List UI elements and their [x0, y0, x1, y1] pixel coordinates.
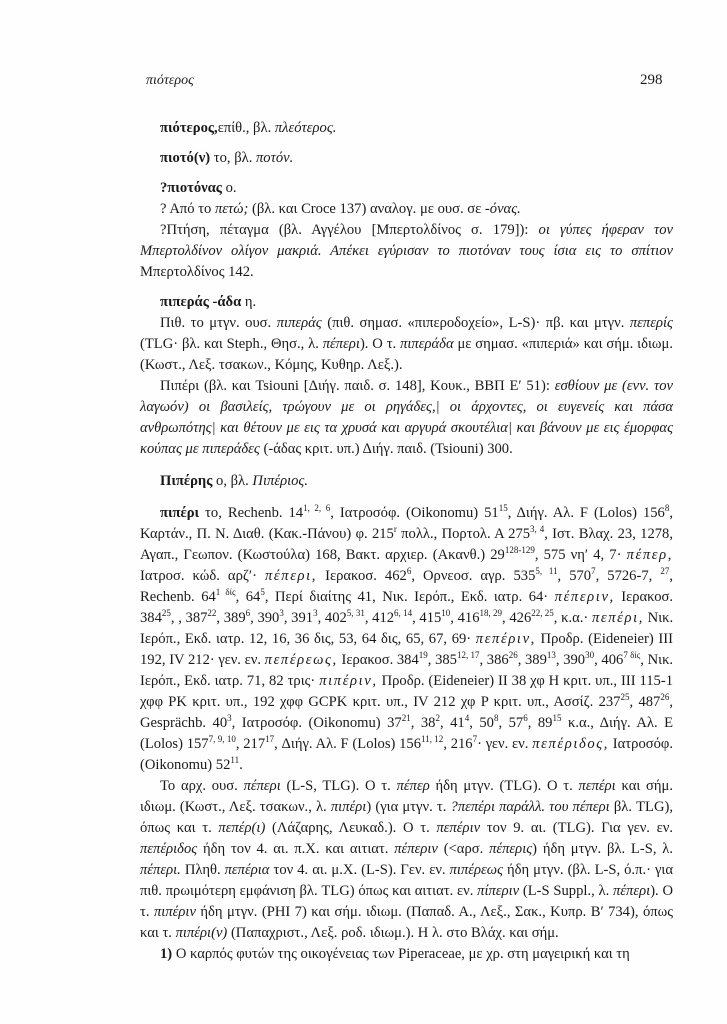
text-segment: , Καρτάν., Π. Ν. Διαθ. (Κακ.-Πάνου) φ. 215: [140, 505, 673, 542]
text-segment: (-άδας κριτ. υπ.) Διήγ. παιδ. (Tsiouni) 300.: [259, 441, 513, 457]
italic-text: πετώ;: [214, 201, 249, 217]
italic-text: πέπερι: [243, 778, 281, 794]
superscript-line-ref: r: [393, 524, 397, 535]
spaced-italic-form: πεπέριν,: [475, 631, 536, 647]
superscript-line-ref: 6: [406, 566, 412, 577]
superscript-line-ref: 4: [464, 713, 470, 724]
text-segment: ο.: [221, 180, 237, 196]
superscript-line-ref: 6: [523, 713, 528, 724]
entry-piperas-definition: [140, 376, 673, 460]
italic-text: πέπερ: [396, 778, 430, 794]
headword: πιοτό(ν): [160, 150, 211, 166]
italic-text: πεπέρια: [224, 862, 270, 878]
text-segment: (πιθ. σημασ. «πιπεροδοχείο», L-S)· πβ. και μτγν.: [321, 315, 630, 331]
superscript-line-ref: 15: [498, 503, 508, 514]
italic-text: πιπεράς: [276, 315, 322, 331]
text-segment: , Ιστ. Βλαχ. 23, 1278, Αγαπ., Γεωπον. (Κωστούλα) 168, Βακτ. αρχιερ. (Ακανθ.) 29: [140, 526, 674, 563]
superscript-line-ref: 5: [260, 587, 265, 598]
superscript-line-ref: 7, 9, 10: [208, 734, 236, 745]
text-segment: Ο καρπός φυτών της οικογένειας των Piperaceae, με χρ. στη μαγειρική και τη: [172, 946, 630, 962]
text-segment: Πιπέρι (βλ. και Tsiouni [Διήγ. παιδ. σ. 148], Κουκ., ΒΒΠ Ε′ 51):: [160, 378, 555, 394]
spaced-italic-form: πέπερ,: [626, 547, 673, 563]
text-segment: (L-S Suppl., λ.: [519, 883, 613, 899]
superscript-line-ref: 19: [418, 650, 428, 661]
italic-text: πεπέριν: [436, 820, 481, 836]
italic-text: πεπέριδος: [140, 841, 198, 857]
text-segment: , Ιατροσόφ. (Oikonomu) 37: [231, 715, 402, 731]
text-segment: , 406: [594, 652, 624, 668]
text-segment: , Διήγ. Αλ. F (Lolos) 156: [274, 736, 422, 752]
italic-text: πιπέριν: [153, 904, 196, 920]
text-segment: Ιερακοσ. 462: [317, 568, 407, 584]
text-segment: τον 4. αι. μ.Χ. (L-S). Γεν. εν.: [269, 862, 450, 878]
superscript-line-ref: 6: [245, 608, 251, 619]
italic-text: πεπέρ(ι): [218, 820, 266, 836]
text-segment: επίθ., βλ.: [217, 120, 275, 136]
superscript-line-ref: 13: [546, 650, 556, 661]
text-segment: , 50: [469, 715, 494, 731]
superscript-line-ref: 12, 17: [456, 650, 480, 661]
text-segment: , 426: [502, 610, 532, 626]
headword: ?πιοτόνας: [160, 180, 222, 196]
italic-text: ?πεπέρι παράλλ. του πέπερι: [450, 799, 610, 815]
superscript-line-ref: 5, 31: [346, 608, 365, 619]
text-segment: , 89: [527, 715, 553, 731]
entry-piperis: [140, 471, 673, 492]
italic-text: πέπερι: [613, 883, 651, 899]
text-segment: , 41: [439, 715, 465, 731]
text-segment: , Περί διαίτης 41, Νικ. Ιερόπ., Εκδ. ιατρ. 64·: [264, 589, 555, 605]
superscript-line-ref: 11, 12: [421, 734, 444, 745]
text-segment: , Ορνεοσ. αγρ. 535: [411, 568, 536, 584]
text-segment: η.: [241, 294, 257, 310]
text-segment: (TLG· βλ. και Steph., Θησ., λ.: [140, 336, 323, 352]
italic-text: -όνας.: [484, 201, 521, 217]
superscript-line-ref: 26: [660, 692, 670, 703]
superscript-line-ref: 26: [508, 650, 518, 661]
superscript-line-ref: 8: [493, 713, 499, 724]
superscript-line-ref: 21: [401, 713, 411, 724]
text-segment: πολλ., Πορτολ. Α 275: [396, 526, 531, 542]
text-segment: (<αρσ.: [437, 841, 490, 857]
text-segment: · γεν. εν.: [477, 736, 533, 752]
text-segment: το, βλ.: [210, 150, 256, 166]
text-segment: (Παπαχριστ., Λεξ. ροδ. ιδιωμ.). Η λ. στο Βλάχ. και σήμ.: [227, 925, 559, 941]
spaced-italic-form: πεπέρι,: [591, 610, 644, 626]
text-segment: , 415: [412, 610, 442, 626]
superscript-line-ref: 5, 11: [535, 566, 558, 577]
text-segment: , 389: [517, 652, 547, 668]
superscript-line-ref: 128-129: [504, 545, 535, 556]
headword: πιπεράς -άδα: [160, 294, 242, 310]
text-segment: , Gesprächb. 40: [140, 694, 673, 731]
superscript-line-ref: 18, 29: [479, 608, 503, 619]
text-segment: με σημασ. «πιπεριά» και σήμ. ιδιωμ. (Κωστ., Λεξ. τσακων., Κόμης, Κυθηρ. Λεξ.).: [140, 336, 673, 373]
superscript-line-ref: 25: [620, 692, 630, 703]
superscript-line-ref: 1, 2, 6: [303, 503, 331, 514]
text-segment: Πληθ.: [180, 862, 225, 878]
page-number: 298: [640, 72, 663, 88]
headword: Πιπέρης: [160, 473, 213, 489]
superscript-line-ref: 17: [265, 734, 275, 745]
text-segment: Πιθ. το μτγν. ουσ.: [160, 315, 277, 331]
text-segment: Το αρχ. ουσ.: [160, 778, 244, 794]
italic-text: πίπεριν: [477, 883, 520, 899]
superscript-line-ref: 7: [591, 566, 596, 577]
text-segment: Ιατροσ. κώδ. αρζ′·: [140, 568, 266, 584]
text-segment: και σήμ. ιδιωμ. (Κωστ., Λεξ. τσακων., λ.: [140, 778, 674, 815]
superscript-line-ref: 30: [585, 650, 595, 661]
text-segment: ο, βλ.: [212, 473, 253, 489]
entry-piperas-etymology: [140, 313, 673, 376]
superscript-line-ref: 15: [552, 713, 562, 724]
text-segment: ). Ο τ.: [140, 883, 673, 920]
text-segment: , 391: [283, 610, 314, 626]
italic-text: πέπεριν: [394, 841, 438, 857]
text-segment: , Νικ. Ιερόπ., Εκδ. ιατρ. 71, 82 τρις·: [140, 652, 674, 689]
text-segment: , 487: [629, 694, 661, 710]
headword: πιπέρι: [160, 505, 200, 521]
italic-text: πιπέρι: [330, 799, 367, 815]
entry-piperas-headword: [140, 292, 673, 313]
italic-text: πέπερι.: [140, 862, 181, 878]
text-segment: , 216: [443, 736, 473, 752]
text-segment: Προδρ. (Eideneier) III 192, IV 212· γεν. εν.: [140, 631, 673, 668]
italic-text: πέπερις: [489, 841, 533, 857]
headword: πιότερος,: [160, 120, 218, 136]
italic-text: πιπέρι(ν): [175, 925, 228, 941]
superscript-line-ref: 25: [161, 608, 171, 619]
text-segment: Νικ. Ιερόπ., Εκδ. ιατρ. 12, 16, 36 δις, 53, 64 δις, 65, 67, 69·: [140, 610, 674, 647]
entry-piperi-sense-1: [140, 944, 673, 965]
text-segment: , 570: [557, 568, 592, 584]
superscript-line-ref: 3: [313, 608, 318, 619]
superscript-line-ref: 1 δίς: [215, 587, 236, 598]
text-segment: ήδη μτγν. (PHI 7) και σήμ. ιδιωμ. (Παπαδ. Α., Λεξ., Σακ., Κυπρ. Β′ 734), όπως και τ.: [140, 904, 673, 941]
superscript-line-ref: 22, 25: [531, 608, 554, 619]
running-head: πιότερος: [146, 73, 194, 88]
italic-text: ποτόν.: [256, 150, 294, 166]
italic-text: πιπεράδα: [400, 336, 454, 352]
entry-piperi-citations: [140, 503, 673, 776]
text-segment: , 389: [216, 610, 246, 626]
superscript-line-ref: 8: [664, 503, 670, 514]
text-segment: , 390: [250, 610, 280, 626]
spaced-italic-form: πεπέρεως,: [264, 652, 338, 668]
text-segment: το, Rechenb. 14: [199, 505, 304, 521]
text-segment: , 575 νη′ 4, 7·: [534, 547, 627, 563]
italic-text: πέπερι: [322, 336, 360, 352]
spaced-italic-form: πεπέριδος,: [532, 736, 610, 752]
entry-piotonas-headword: [140, 178, 673, 199]
superscript-line-ref: 10: [441, 608, 451, 619]
text-segment: , 390: [555, 652, 586, 668]
text-segment: , κ.α.·: [553, 610, 592, 626]
italic-text: πεπέρι: [578, 778, 616, 794]
superscript-line-ref: 7: [472, 734, 478, 745]
text-segment: ). Ο τ.: [359, 336, 401, 352]
italic-text: πιπέρεως: [449, 862, 504, 878]
entry-piotonas-etymology: [140, 199, 673, 220]
text-segment: (βλ. και Croce 137) αναλογ. με ουσ. σε: [248, 201, 485, 217]
page-body: [140, 118, 673, 965]
text-segment: , Ιατροσόφ. (Oikonomu) 51: [330, 505, 499, 521]
text-segment: , 386: [479, 652, 509, 668]
text-segment: Ιατροσόφ. (Oikonomu) 52: [140, 736, 673, 773]
text-segment: ήδη τον 4. αι. π.Χ. και αιτιατ.: [197, 841, 395, 857]
superscript-line-ref: 2: [435, 713, 440, 724]
entry-pioto: [140, 148, 673, 169]
text-segment: ήδη μτγν. (TLG). Ο τ.: [429, 778, 579, 794]
entry-piotepos: [140, 118, 673, 139]
spaced-italic-form: πέπεριν,: [554, 589, 615, 605]
italic-text: οι γύπες ήφεραν τον Μπερτολδίνον ολίγον μακριά. Απέκει εγύρισαν το πιοτόναν τους ίσια εις το σπίτιον: [140, 222, 673, 259]
text-segment: , 412: [364, 610, 395, 626]
text-segment: ) ήδη μτγν. βλ. L-S, λ.: [532, 841, 673, 857]
text-segment: , Διήγ. Αλ. F (Lolos) 156: [507, 505, 665, 521]
superscript-line-ref: 3: [279, 608, 284, 619]
superscript-line-ref: 7 δίς: [623, 650, 641, 661]
text-segment: Ιερακοσ. 384: [140, 589, 674, 626]
spaced-italic-form: πιπέριν,: [319, 673, 378, 689]
text-segment: , Rechenb. 64: [140, 568, 673, 605]
text-segment: ήδη μτγν. (βλ. L-S, ό.π.· για πιθ. πρωιμότερη εμφάνιση βλ. TLG) όπως και αιτιατ. εν.: [140, 862, 673, 899]
italic-text: πλεότερος.: [274, 120, 337, 136]
entry-piperi-etymology: [140, 776, 673, 944]
superscript-line-ref: 22: [207, 608, 217, 619]
text-segment: , 57: [498, 715, 524, 731]
text-segment: τον 9. αι. (TLG). Για γεν. εν.: [480, 820, 674, 836]
text-segment: ) (για μτγν. τ.: [366, 799, 451, 815]
text-segment: , 416: [450, 610, 480, 626]
text-segment: Προδρ. (Eideneier) II 38 χφ H κριτ. υπ., III 115-1 χφφ PK κριτ. υπ., 192 χφφ GCPK κριτ. υπ., IV 212 χφ P κριτ. υπ., Ασσίζ. 237: [140, 673, 673, 710]
text-segment: , 5726-7,: [595, 568, 661, 584]
text-segment: Μπερτολδίνος 142.: [140, 264, 254, 280]
text-segment: βλ. TLG), όπως και τ.: [140, 799, 674, 836]
text-segment: ? Από το: [160, 201, 215, 217]
text-segment: , 385: [427, 652, 457, 668]
italic-text: Πιπέριος.: [252, 473, 309, 489]
text-segment: , 402: [317, 610, 347, 626]
superscript-line-ref: 3: [227, 713, 232, 724]
text-segment: Ιερακοσ. 384: [337, 652, 419, 668]
text-segment: κ.α., Διήγ. Αλ. E (Lolos) 157: [140, 715, 674, 752]
italic-text: πεπερίς: [629, 315, 673, 331]
text-segment: , , 387: [170, 610, 208, 626]
text-segment: , 38: [410, 715, 436, 731]
superscript-line-ref: 6, 14: [394, 608, 413, 619]
text-segment: ?Πτήση, πέταγμα (βλ. Αγγέλου [Μπερτολδίνος σ. 179]):: [160, 222, 539, 238]
text-segment: , 64: [235, 589, 261, 605]
superscript-line-ref: 27: [660, 566, 670, 577]
text-segment: .: [239, 757, 243, 773]
text-segment: , 217: [235, 736, 266, 752]
text-segment: (Λάζαρης, Λευκαδ.). Ο τ.: [265, 820, 437, 836]
italic-text: εσθίουν με (ενν. τον λαγωόν) οι βασιλείς, τρώγουν με οι ρηγάδες,| οι άρχοντες, οι ευγενείς και πάσα ανθρωπότης| και θέτουν με εις τα χρυσά και αργυρά σκουτέλια| και βάνουν με εις έμορφας κούπας με πιπεράδες: [140, 378, 673, 457]
entry-piotonas-definition: [140, 220, 673, 283]
spaced-italic-form: πέπερι,: [265, 568, 318, 584]
superscript-line-ref: 3, 4: [530, 524, 545, 535]
text-segment: (L-S, TLG). Ο τ.: [280, 778, 397, 794]
headword: 1): [160, 946, 173, 962]
superscript-line-ref: 11: [230, 755, 240, 766]
